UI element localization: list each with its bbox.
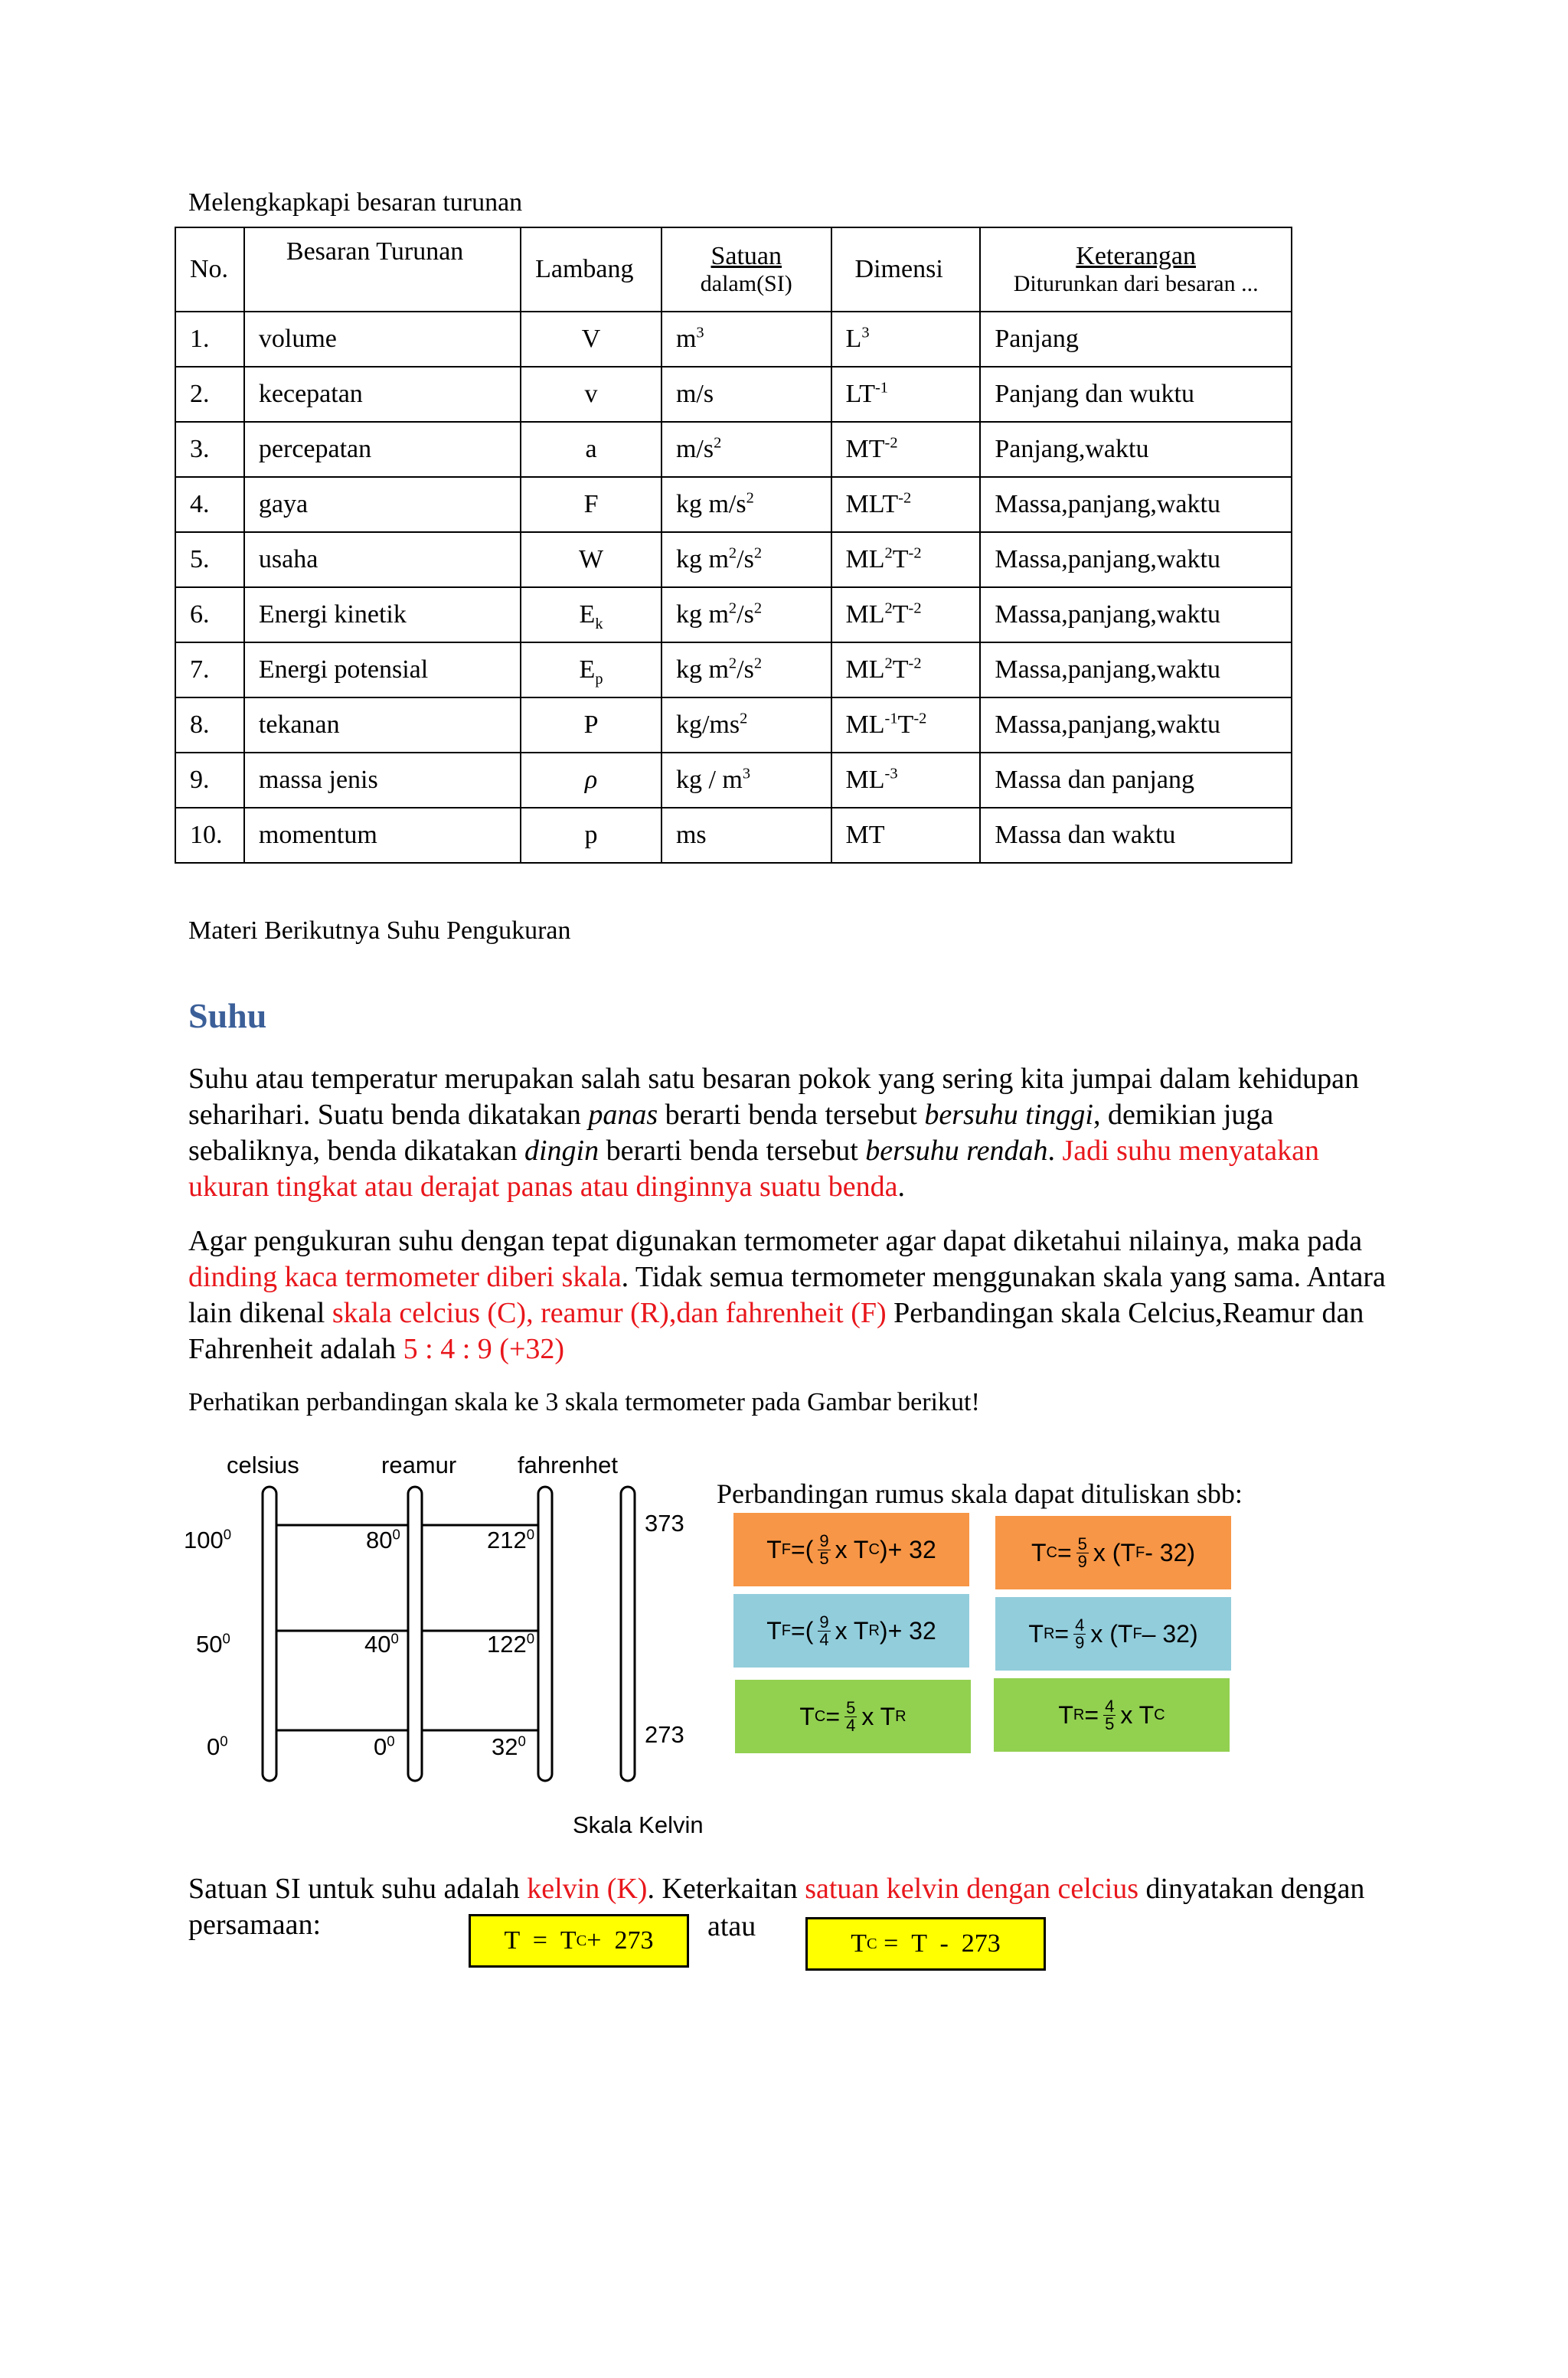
cell-lambang: v (521, 367, 662, 422)
cell-satuan: kg $m^2/s^2$ (662, 532, 831, 587)
kelvin-thermometer (621, 1487, 635, 1781)
cell-dimensi: $ML^2T^{-2}$ (831, 642, 981, 697)
next-material-note: Materi Berikutnya Suhu Pengukuran (188, 916, 571, 945)
cell-lambang: ρ (521, 753, 662, 808)
label-fahrenheit: fahrenhet (518, 1452, 618, 1478)
cell-keterangan: Massa,panjang,waktu (980, 587, 1292, 642)
cell-no: 6. (175, 587, 244, 642)
table-row (175, 367, 1292, 422)
cell-dimensi: MT (831, 808, 981, 863)
cell-keterangan: Panjang (980, 312, 1292, 367)
cell-dimensi: $LT^{-1}$ (831, 367, 981, 422)
thermometer-diagram (168, 1439, 720, 1853)
reamur-thermometer (408, 1487, 422, 1781)
formula-c-from-r: T C = $\frac{5}{4}$ x T R (735, 1680, 971, 1753)
cell-satuan: kg / $m^3$ (662, 753, 831, 808)
reamur-value-80: $80^0$ (366, 1526, 400, 1553)
celsius-value-100: $100^0$ (184, 1526, 232, 1553)
section-title: Suhu (188, 996, 267, 1035)
cell-lambang: W (521, 532, 662, 587)
header-keterangan (980, 227, 1292, 312)
label-kelvin-scale: Skala Kelvin (573, 1811, 704, 1838)
cell-lambang: P (521, 697, 662, 753)
cell-dimensi: $ML^{-1}T^{-2}$ (831, 697, 981, 753)
cell-no: 1. (175, 312, 244, 367)
table-row (175, 532, 1292, 587)
table-row (175, 422, 1292, 477)
cell-satuan: $m^3$ (662, 312, 831, 367)
cell-besaran: momentum (244, 808, 521, 863)
cell-dimensi: $MLT^{-2}$ (831, 477, 981, 532)
equation-kelvin: T = T C + 273 (469, 1914, 689, 1968)
cell-lambang: a (521, 422, 662, 477)
formula-r-from-c: T R = $\frac{4}{5}$ x T C (994, 1678, 1230, 1752)
header-keterangan-top: Keterangan (1076, 242, 1197, 270)
formula-c-from-f: T C = $\frac{5}{9}$ x (T F - 32) (995, 1516, 1231, 1589)
reamur-value-0: $0^0$ (374, 1733, 395, 1760)
label-reamur: reamur (381, 1452, 457, 1478)
cell-dimensi: $ML^2T^{-2}$ (831, 587, 981, 642)
celsius-value-50: $50^0$ (196, 1630, 230, 1658)
cell-no: 8. (175, 697, 244, 753)
kelvin-value-373: 373 (645, 1510, 684, 1537)
equation-celsius: T C = T - 273 (805, 1917, 1046, 1971)
cell-no: 2. (175, 367, 244, 422)
cell-satuan: ms (662, 808, 831, 863)
header-satuan (662, 227, 831, 312)
paragraph-instruction: Perhatikan perbandingan skala ke 3 skala termometer pada Gambar berikut! (188, 1388, 980, 1416)
header-lambang (521, 227, 662, 312)
header-keterangan-sub: Diturunkan dari besaran ... (1013, 271, 1259, 296)
header-dimensi: Dimensi (831, 227, 981, 312)
cell-dimensi: $MT^{-2}$ (831, 422, 981, 477)
atau-label: atau (707, 1910, 756, 1942)
cell-lambang: F (521, 477, 662, 532)
kelvin-paragraph: Satuan SI untuk suhu adalah kelvin (K). Keterkaitan satuan kelvin dengan celcius dinyatakan dengan persamaan: (188, 1873, 1365, 1941)
cell-keterangan: Massa,panjang,waktu (980, 697, 1292, 753)
cell-no: 4. (175, 477, 244, 532)
cell-besaran: gaya (244, 477, 521, 532)
cell-satuan: kg $m/s^2$ (662, 477, 831, 532)
cell-besaran: Energi potensial (244, 642, 521, 697)
cell-dimensi: $ML^2T^{-2}$ (831, 532, 981, 587)
cell-lambang: p (521, 808, 662, 863)
cell-no: 10. (175, 808, 244, 863)
cell-no: 7. (175, 642, 244, 697)
cell-no: 3. (175, 422, 244, 477)
cell-no: 9. (175, 753, 244, 808)
cell-keterangan: Massa,panjang,waktu (980, 642, 1292, 697)
cell-keterangan: Massa dan waktu (980, 808, 1292, 863)
cell-lambang: $E_k$ (521, 587, 662, 642)
header-besaran-label: Besaran Turunan (286, 237, 464, 266)
cell-keterangan: Massa,panjang,waktu (980, 477, 1292, 532)
table-row (175, 587, 1292, 642)
reamur-value-40: $40^0$ (364, 1630, 399, 1658)
header-no: No. (175, 227, 244, 312)
header-satuan-sub: dalam(SI) (700, 271, 792, 296)
header-lambang-label: Lambang (535, 255, 634, 283)
cell-satuan: $m/s^2$ (662, 422, 831, 477)
cell-besaran: tekanan (244, 697, 521, 753)
cell-satuan: m/s (662, 367, 831, 422)
paragraph-scales: Agar pengukuran suhu dengan tepat digunakan termometer agar dapat diketahui nilainya, maka pada dinding kaca termometer diberi skala. Tidak semua termometer menggunakan skala yang sama. Antara lain dikenal skala celcius (C), reamur (R),dan fahrenheit (F) Perbandingan skala Celcius,Reamur dan Fahrenheit adalah 5 : 4 : 9 (+32) (188, 1225, 1386, 1365)
cell-besaran: kecepatan (244, 367, 521, 422)
cell-dimensi: $ML^{-3}$ (831, 753, 981, 808)
formula-f-from-r: T F =( $\frac{9}{4}$ x T R )+ 32 (733, 1594, 969, 1668)
paragraph-definition: Suhu atau temperatur merupakan salah satu besaran pokok yang sering kita jumpai dalam kehidupan seharihari. Suatu benda dikatakan panas berarti benda tersebut bersuhu tinggi, demikian juga sebaliknya, benda dikatakan dingin berarti benda tersebut bersuhu rendah. Jadi suhu menyatakan ukuran tingkat atau derajat panas atau dinginnya suatu benda. (188, 1063, 1360, 1203)
cell-besaran: Energi kinetik (244, 587, 521, 642)
formulas-heading: Perbandingan rumus skala dapat dituliskan sbb: (717, 1478, 1243, 1509)
table-row (175, 477, 1292, 532)
cell-besaran: massa jenis (244, 753, 521, 808)
cell-besaran: percepatan (244, 422, 521, 477)
table-body (175, 312, 1292, 863)
header-besaran (244, 227, 521, 312)
table-row (175, 697, 1292, 753)
table-row (175, 808, 1292, 863)
cell-lambang: V (521, 312, 662, 367)
celsius-thermometer (263, 1487, 276, 1781)
derived-quantities-table (175, 227, 1292, 864)
cell-dimensi: $L^3$ (831, 312, 981, 367)
fahrenheit-value-32: $32^0$ (492, 1733, 526, 1760)
cell-keterangan: Panjang dan wuktu (980, 367, 1292, 422)
label-celsius: celsius (227, 1452, 299, 1478)
table-row (175, 753, 1292, 808)
formula-f-from-c: T F =( $\frac{9}{5}$ x T C )+ 32 (733, 1513, 969, 1586)
table-header-row (175, 227, 1292, 312)
cell-lambang: $E_p$ (521, 642, 662, 697)
table-caption: Melengkapkapi besaran turunan (188, 188, 523, 217)
fahrenheit-thermometer (538, 1487, 552, 1781)
fahrenheit-value-212: $212^0$ (487, 1526, 535, 1553)
kelvin-value-273: 273 (645, 1721, 684, 1748)
formula-r-from-f: T R = $\frac{4}{9}$ x (T F – 32) (995, 1597, 1231, 1671)
cell-satuan: kg $m^2/s^2$ (662, 587, 831, 642)
cell-keterangan: Panjang,waktu (980, 422, 1292, 477)
cell-keterangan: Massa,panjang,waktu (980, 532, 1292, 587)
header-satuan-top: Satuan (710, 242, 782, 270)
fahrenheit-value-122: $122^0$ (487, 1630, 535, 1658)
cell-satuan: kg $m^2/s^2$ (662, 642, 831, 697)
table-row (175, 642, 1292, 697)
celsius-value-0: $0^0$ (207, 1733, 228, 1760)
table-row (175, 312, 1292, 367)
cell-no: 5. (175, 532, 244, 587)
cell-keterangan: Massa dan panjang (980, 753, 1292, 808)
cell-besaran: volume (244, 312, 521, 367)
cell-besaran: usaha (244, 532, 521, 587)
cell-satuan: $kg/ms^2$ (662, 697, 831, 753)
